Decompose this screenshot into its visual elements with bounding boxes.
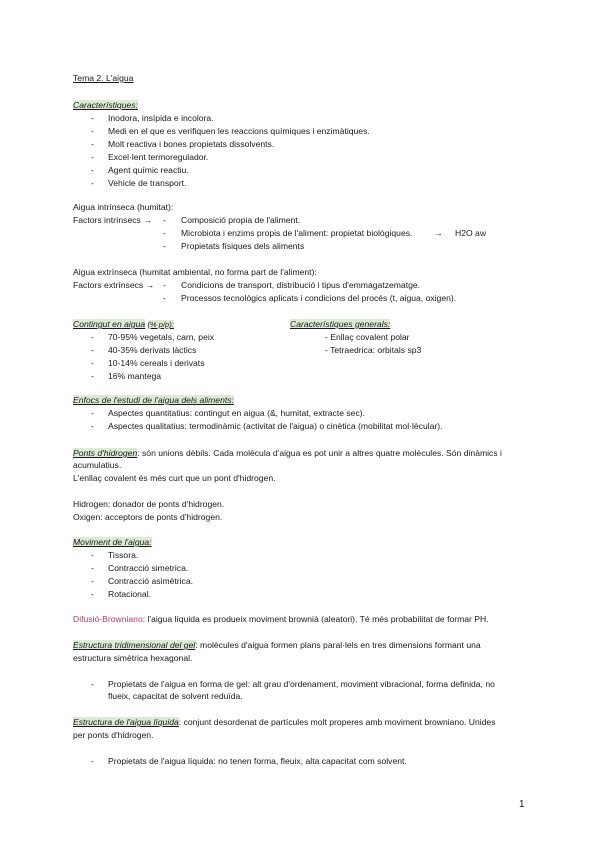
list-item: 10-14% cereals i derivats	[108, 358, 205, 368]
intrinseca-heading: Aigua intrínseca (humitat):	[73, 202, 174, 212]
bullet-dash: -	[163, 241, 166, 251]
bullet-dash: -	[91, 756, 94, 766]
list-item: Contracció asimètrica.	[108, 576, 194, 586]
list-item: Processos tecnològics aplicats i condicions del procés (t, aigua, oxigen).	[181, 293, 457, 303]
bullet-dash: -	[163, 215, 166, 225]
list-item: Contracció simetrica.	[108, 563, 189, 573]
list-item: Propietats de l'aigua líquida: no tenen forma, fleuix, alta capacitat com solvent.	[108, 756, 407, 766]
bullet-dash: -	[91, 332, 94, 342]
bullet-dash: -	[91, 679, 94, 689]
aw-label: H2O aw	[455, 228, 487, 238]
bullet-dash: -	[91, 576, 94, 586]
bullet-dash: -	[163, 228, 166, 238]
bullet-dash: -	[91, 358, 94, 368]
bullet-dash: -	[91, 165, 94, 175]
list-item-cont: flueix, capacitat de solvent reduïda.	[108, 691, 243, 701]
enfocs-heading: Enfocs de l'estudi de l'aigua dels aliments:	[73, 395, 234, 405]
ponts-enllac: L'enllaç covalent és més curt que un pont d'hidrogen.	[73, 473, 276, 483]
page-title: Tema 2. L'aigua	[73, 73, 134, 83]
liquida-paragraph: Estructura de l'aigua líquida: conjunt desordenat de partícules molt properes amb moviment browniano. Unides	[73, 717, 496, 727]
bullet-dash: -	[91, 563, 94, 573]
list-item: Vehicle de transport.	[108, 178, 187, 188]
list-item: Rotacional.	[108, 589, 151, 599]
intrinseca-label: Factors intrínsecs →	[73, 215, 152, 225]
bullet-dash: -	[91, 152, 94, 162]
bullet-dash: -	[91, 408, 94, 418]
list-item: Aspectes quantitatius: contingut en aigua (&, humitat, extracte sec).	[108, 408, 365, 418]
list-item: Excel·lent termoregulador.	[108, 152, 209, 162]
bullet-dash: -	[91, 178, 94, 188]
page-number: 1	[519, 799, 525, 810]
bullet-dash: -	[91, 371, 94, 381]
list-item: Microbiota i enzims propis de l'aliment: propietat biològiques.	[181, 228, 413, 238]
ponts-hidrogen: Hidrogen: donador de ponts d'hidrogen.	[73, 499, 225, 509]
ponts-paragraph-cont: acumulatius.	[73, 460, 122, 470]
bullet-dash: -	[91, 139, 94, 149]
bullet-dash: -	[91, 421, 94, 431]
bullet-dash: -	[91, 113, 94, 123]
list-item: Aspectes qualitatius: termodinàmic (activitat de l'aigua) o cinètica (mobilitat mol·lècular).	[108, 421, 443, 431]
ponts-paragraph: Ponts d'hidrogen: són unions dèbils. Cada molècula d'aigua es pot unir a altres quatre molècules. Són dinàmics i	[73, 448, 502, 458]
gel-paragraph: Estructura tridimensional del gel: molècules d'aigua formen plans paral·lels en tres dimensions formant una	[73, 640, 481, 650]
list-item: 70-95% vegetals, carn, peix	[108, 332, 215, 342]
arrow-icon: →	[434, 228, 443, 238]
list-item: - Enllaç covalent polar	[325, 332, 410, 342]
list-item: Tissora.	[108, 550, 139, 560]
bullet-dash: -	[91, 550, 94, 560]
bullet-dash: -	[91, 345, 94, 355]
liquida-paragraph-cont: per ponts d'hidrogen.	[73, 730, 154, 740]
contingut-heading: Contingut en aigua (% p/p):	[73, 319, 174, 329]
gel-paragraph-cont: estructura simètrica hexagonal.	[73, 653, 193, 663]
bullet-dash: -	[91, 589, 94, 599]
difusio-paragraph: Difusió-Browniano: l'aigua líquida es produeix moviment brownià (aleatori). Té més probabilitat de formar PH.	[73, 614, 489, 624]
moviment-heading: Moviment de l'aigua:	[73, 537, 152, 547]
bullet-dash: -	[163, 293, 166, 303]
list-item: 16% mantega	[108, 371, 162, 381]
list-item: Composició propia de l'aliment.	[181, 215, 301, 225]
list-item: Propietats de l'aigua en forma de gel: alt grau d'ordenament, moviment vibracional, forma definida, no	[108, 679, 495, 689]
caracteristiques-heading: Característiques:	[73, 100, 138, 110]
bullet-dash: -	[91, 126, 94, 136]
list-item: Medi en el que es verifiquen les reaccions químiques i enzimàtiques.	[108, 126, 370, 136]
bullet-dash: -	[163, 280, 166, 290]
extrinseca-label: Factors extrínsecs →	[73, 280, 155, 290]
extrinseca-heading: Aigua extrínseca (humitat ambiental, no forma part de l'aliment):	[73, 267, 317, 277]
list-item: Molt reactiva i bones propietats dissolvents.	[108, 139, 275, 149]
ponts-oxigen: Oxigen: acceptors de ponts d'hidrogen.	[73, 512, 223, 522]
list-item: Inodora, insípida e incolora.	[108, 113, 214, 123]
list-item: 40-35% derivats làctics	[108, 345, 197, 355]
list-item: Propietats físiques dels aliments	[181, 241, 305, 251]
list-item: Condicions de transport, distribució i tipus d'emmagatzematge.	[181, 280, 421, 290]
list-item: Agent químic reactiu.	[108, 165, 189, 175]
generals-heading: Característiques generals:	[290, 319, 391, 329]
list-item: - Tetraedrica: orbitals sp3	[325, 345, 422, 355]
